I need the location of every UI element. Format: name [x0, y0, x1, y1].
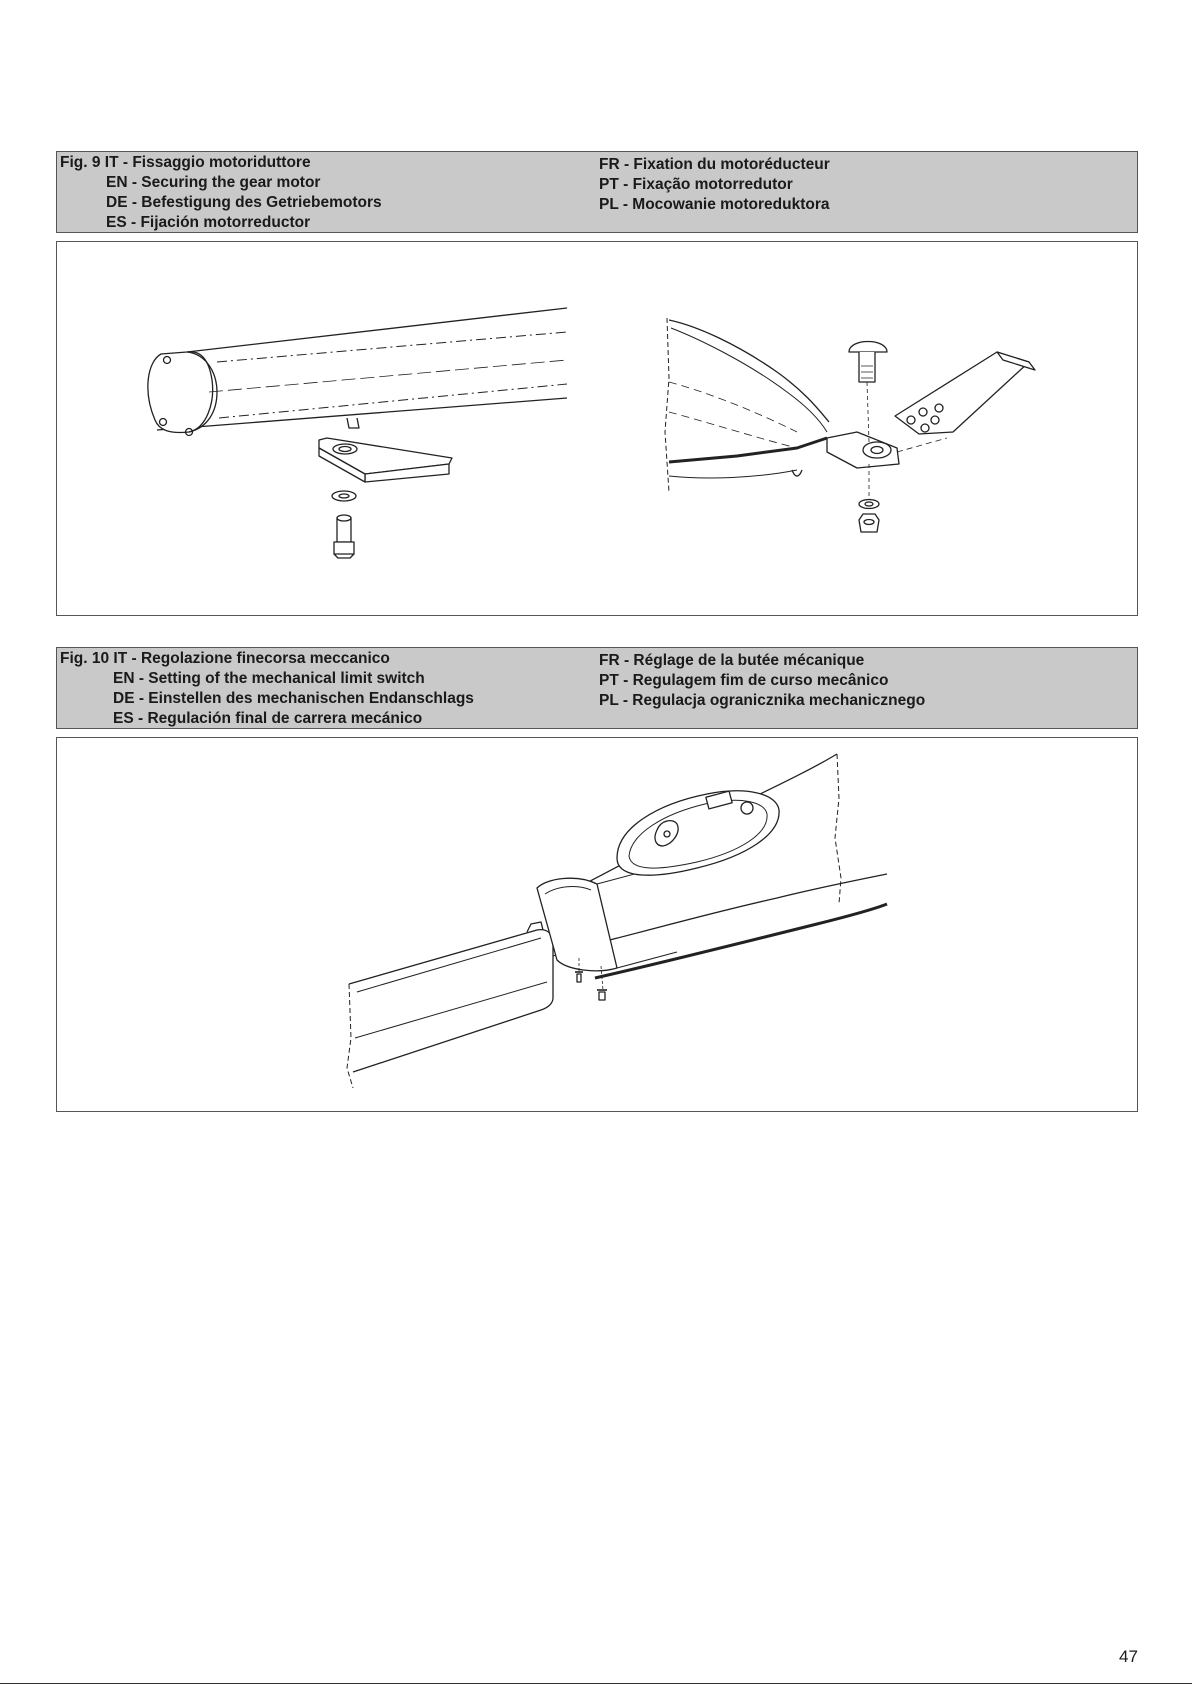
page-number: 47	[1119, 1647, 1138, 1666]
fig9-caption-pt: PT - Fixação motorredutor	[599, 176, 793, 193]
fig9-caption-en: EN - Securing the gear motor	[106, 174, 321, 191]
fig10-caption-pt: PT - Regulagem fim de curso mecânico	[599, 672, 889, 689]
gear-motor-housing	[537, 754, 887, 978]
fig10-caption-it: Fig. 10 IT - Regolazione finecorsa meccanico	[60, 650, 390, 667]
fig9-caption-fr: FR - Fixation du motoréducteur	[599, 156, 830, 173]
fig10-illustration	[56, 737, 1138, 1112]
mounting-bracket	[319, 438, 452, 482]
fig9-caption-it: Fig. 9 IT - Fissaggio motoriduttore	[60, 154, 311, 171]
fig9-caption-es: ES - Fijación motorreductor	[106, 214, 311, 231]
fig9-caption-de: DE - Befestigung des Getriebemotors	[106, 194, 382, 211]
fig9-caption-left	[60, 153, 382, 233]
fig9-caption-right	[599, 155, 830, 215]
fig10-caption-pl: PL - Regulacja ogranicznika mechanicznego	[599, 692, 926, 709]
limit-switch-cover	[617, 791, 779, 875]
fig10-caption-es: ES - Regulación final de carrera mecánico	[113, 710, 423, 727]
fig10-caption-en: EN - Setting of the mechanical limit switch	[113, 670, 425, 687]
fig10-caption-right	[599, 651, 925, 711]
carriage-bolt	[849, 342, 887, 443]
fig10-caption	[56, 647, 1138, 729]
footer-rule	[0, 1683, 1192, 1684]
fig9-caption-pl: PL - Mocowanie motoreduktora	[599, 196, 830, 213]
arm-plate	[895, 352, 1035, 452]
fig9-caption	[56, 151, 1138, 233]
fig10-caption-de: DE - Einstellen des mechanischen Endanschlags	[113, 690, 474, 707]
washer-and-bolt	[332, 491, 356, 558]
fig10-caption-left	[60, 649, 474, 729]
fig9-illustration	[56, 241, 1138, 616]
fig10-caption-fr: FR - Réglage de la butée mécanique	[599, 652, 865, 669]
gear-motor-body	[148, 308, 567, 436]
washer-and-nut	[859, 464, 879, 532]
